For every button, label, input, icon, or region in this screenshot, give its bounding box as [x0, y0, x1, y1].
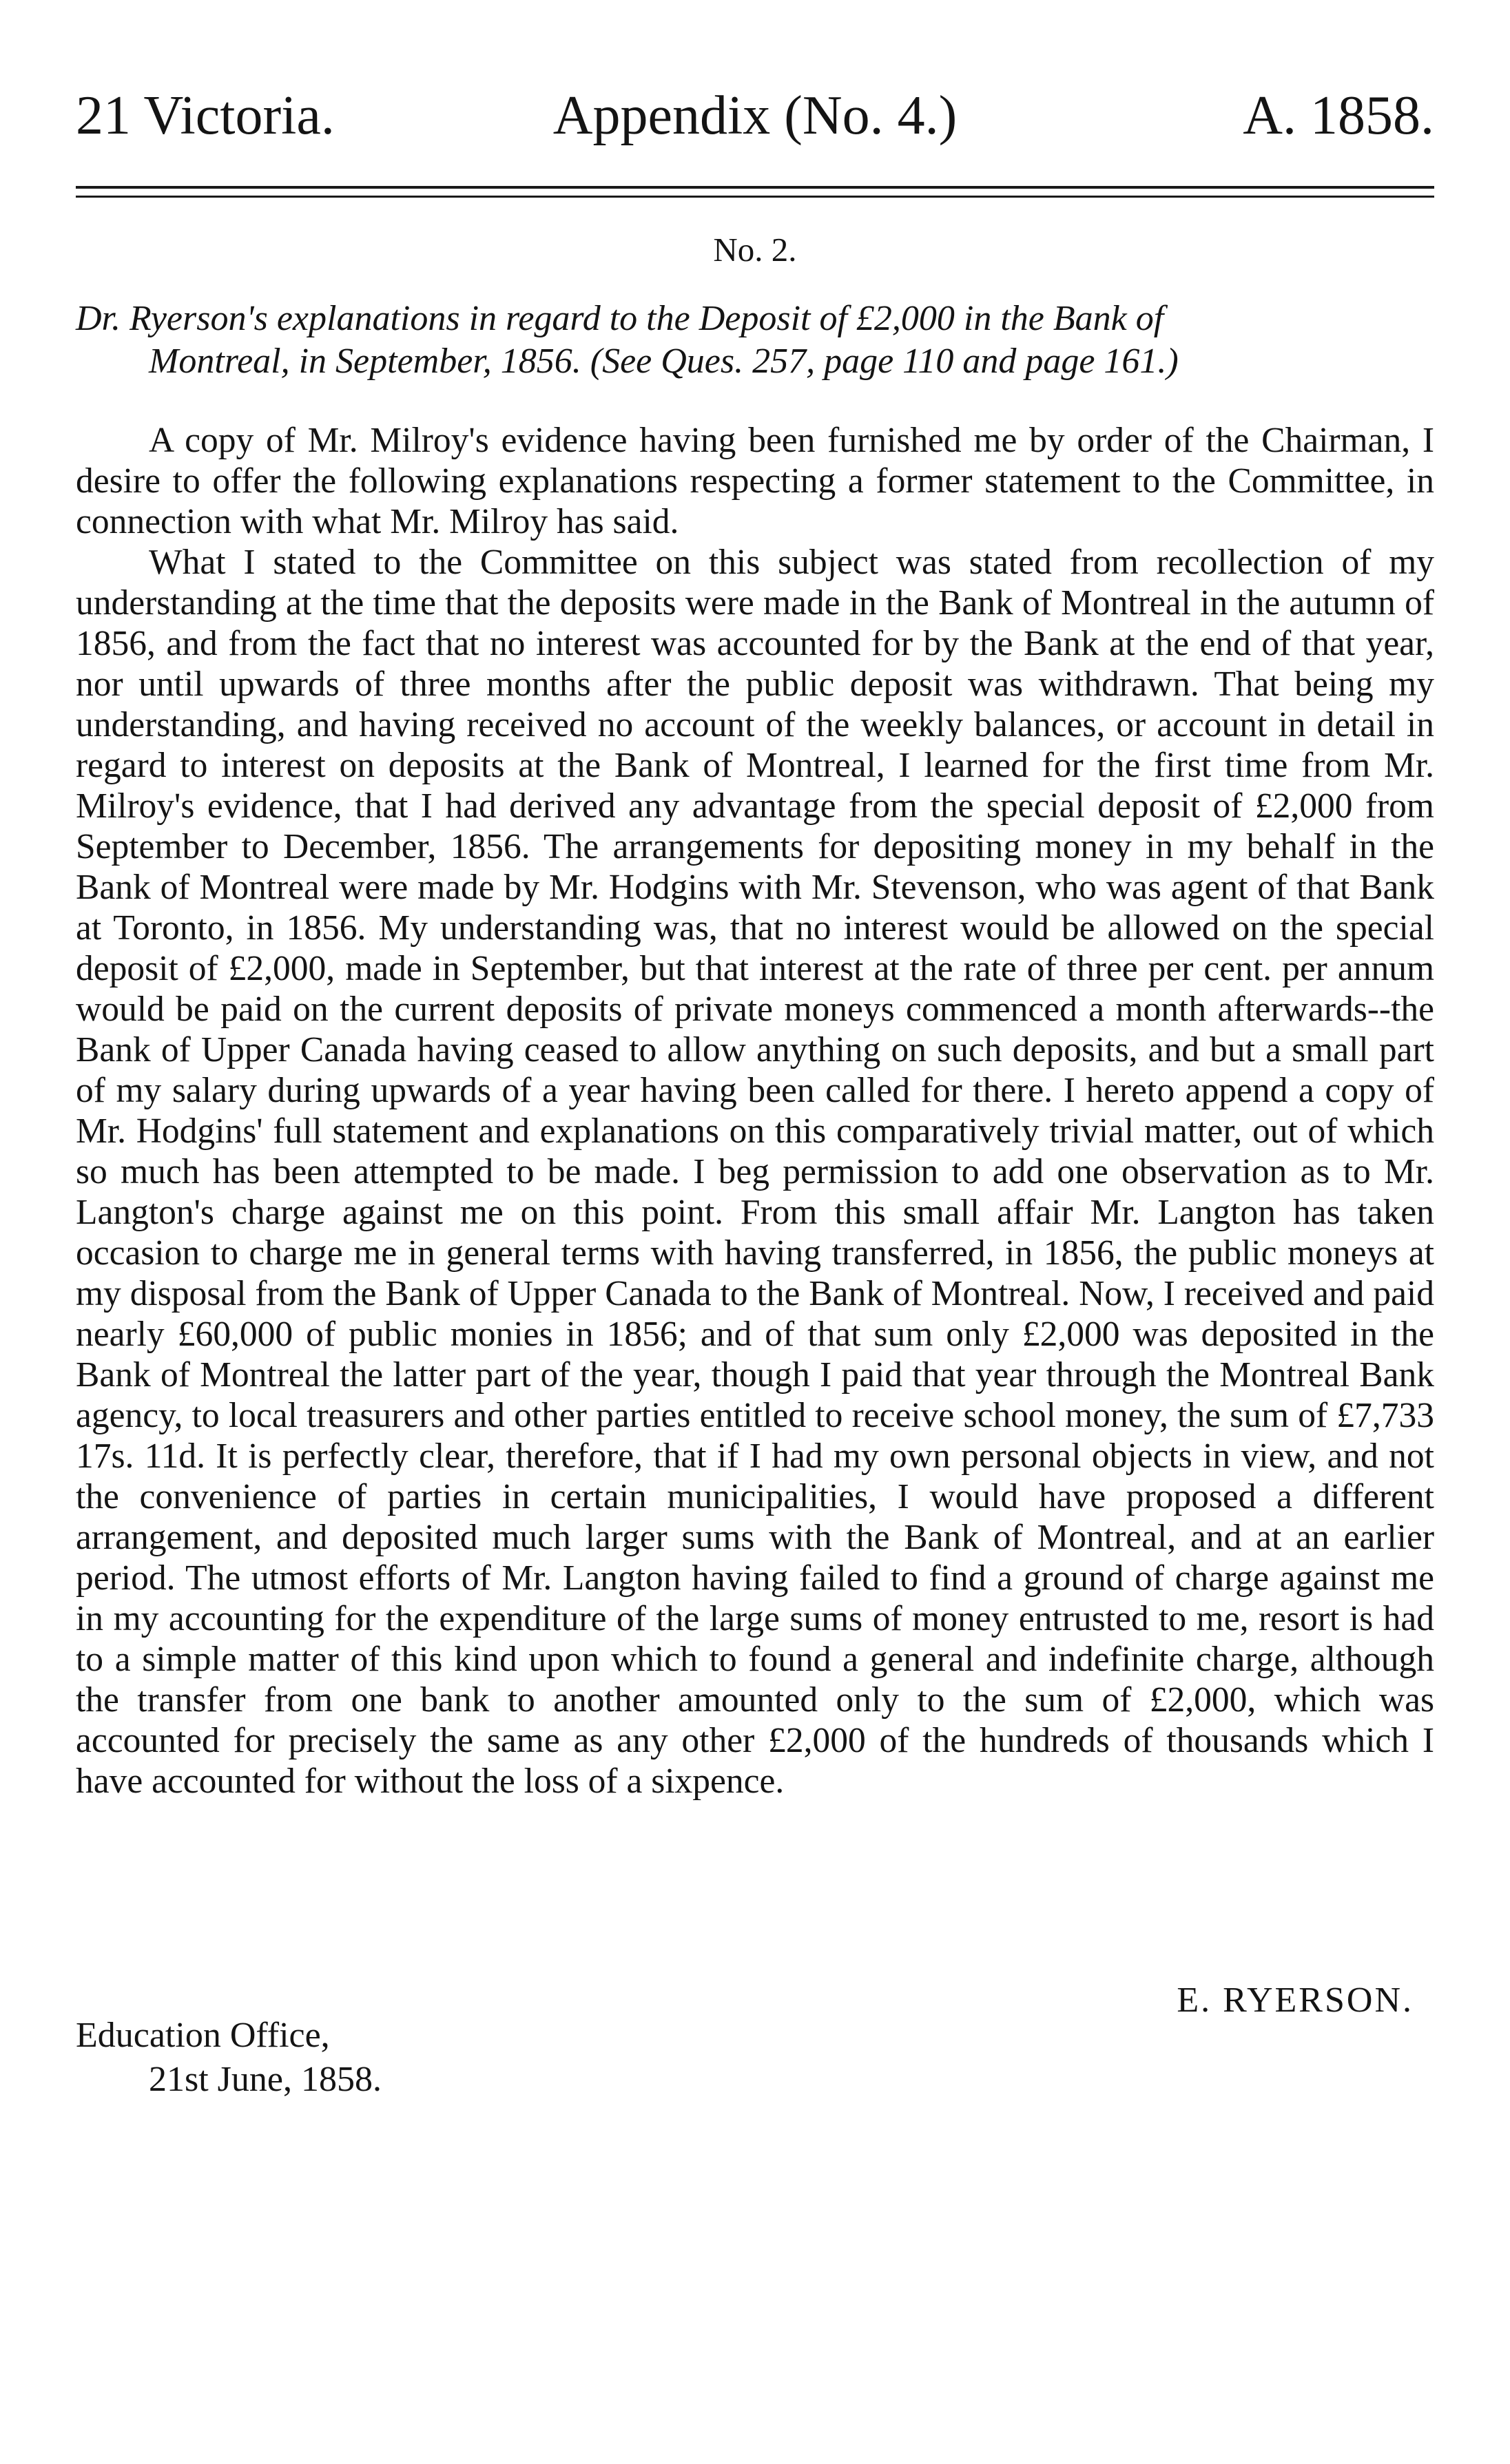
page-header [76, 74, 1434, 157]
office-name: Education Office, [76, 2016, 330, 2055]
document-title [76, 297, 1434, 383]
letter-date: 21st June, 1858. [149, 2060, 382, 2099]
document-title-line-2: Montreal, in September, 1856. (See Ques. 257, page 110 and page 161.) [149, 342, 1179, 381]
header-rule-thick [76, 186, 1434, 189]
dateline [76, 2014, 382, 2102]
document-title-line-1: Dr. Ryerson's explanations in regard to the Deposit of £2,000 in the Bank of [76, 299, 1164, 338]
header-year: A. 1858. [1243, 85, 1434, 146]
header-rule-thin [76, 196, 1434, 198]
signature: E. RYERSON. [1177, 1981, 1414, 2020]
body-paragraph-1: A copy of Mr. Milroy's evidence having been furnished me by order of the Chairman, I desire to offer the following explanations respecting a former statement to the Committee, in connection with what Mr. Milroy has said. [76, 421, 1434, 541]
document-body [76, 420, 1434, 1802]
document-number: No. 2. [713, 231, 797, 269]
header-appendix: Appendix (No. 4.) [552, 85, 958, 146]
header-session: 21 Victoria. [76, 85, 335, 146]
body-paragraph-2: What I stated to the Committee on this subject was stated from recollection of my understanding at the time that the deposits were made in the Bank of Montreal in the autumn of 1856, and from the fact that no interest was accounted for by the Bank at the end of that year, nor until upwards of three months after the public deposit was withdrawn. That being my understanding, and having received no account of the weekly balances, or account in detail in regard to interest on deposits at the Bank of Montreal, I learned for the first time from Mr. Milroy's evidence, that I had derived any advantage from the special deposit of £2,000 from September to December, 1856. The arrangements for depositing money in my behalf in the Bank of Montreal were made by Mr. Hodgins with Mr. Stevenson, who was agent of that Bank at Toronto, in 1856. My understanding was, that no interest would be allowed on the special deposit of £2,000, made in September, but that interest at the rate of three per cent. per annum would be paid on the current deposits of private moneys commenced a month afterwards--the Bank of Upper Canada having ceased to allow anything on such deposits, and but a small part of my salary during upwards of a year having been called for there. I hereto append a copy of Mr. Hodgins' full statement and explanations on this comparatively trivial matter, out of which so much has been attempted to be made. I beg permission to add one observation as to Mr. Langton's charge against me on this point. From this small affair Mr. Langton has taken occasion to charge me in general terms with having transferred, in 1856, the public moneys at my disposal from the Bank of Upper Canada to the Bank of Montreal. Now, I received and paid nearly £60,000 of public monies in 1856; and of that sum only £2,000 was deposited in the Bank of Montreal the latter part of the year, though I paid that year through the Montreal Bank agency, to local treasurers and other parties entitled to receive school money, the sum of £7,733 17s. 11d. It is perfectly clear, therefore, that if I had my own personal objects in view, and not the convenience of parties in certain municipalities, I would have proposed a different arrangement, and deposited much larger sums with the Bank of Montreal, and at an earlier period. The utmost efforts of Mr. Langton having failed to find a ground of charge against me in my accounting for the expenditure of the large sums of money entrusted to me, resort is had to a simple matter of this kind upon which to found a general and indefinite charge, although the transfer from one bank to another amounted only to the sum of £2,000, which was accounted for precisely the same as any other £2,000 of the hundreds of thousands which I have accounted for without the loss of a sixpence. [76, 543, 1434, 1801]
